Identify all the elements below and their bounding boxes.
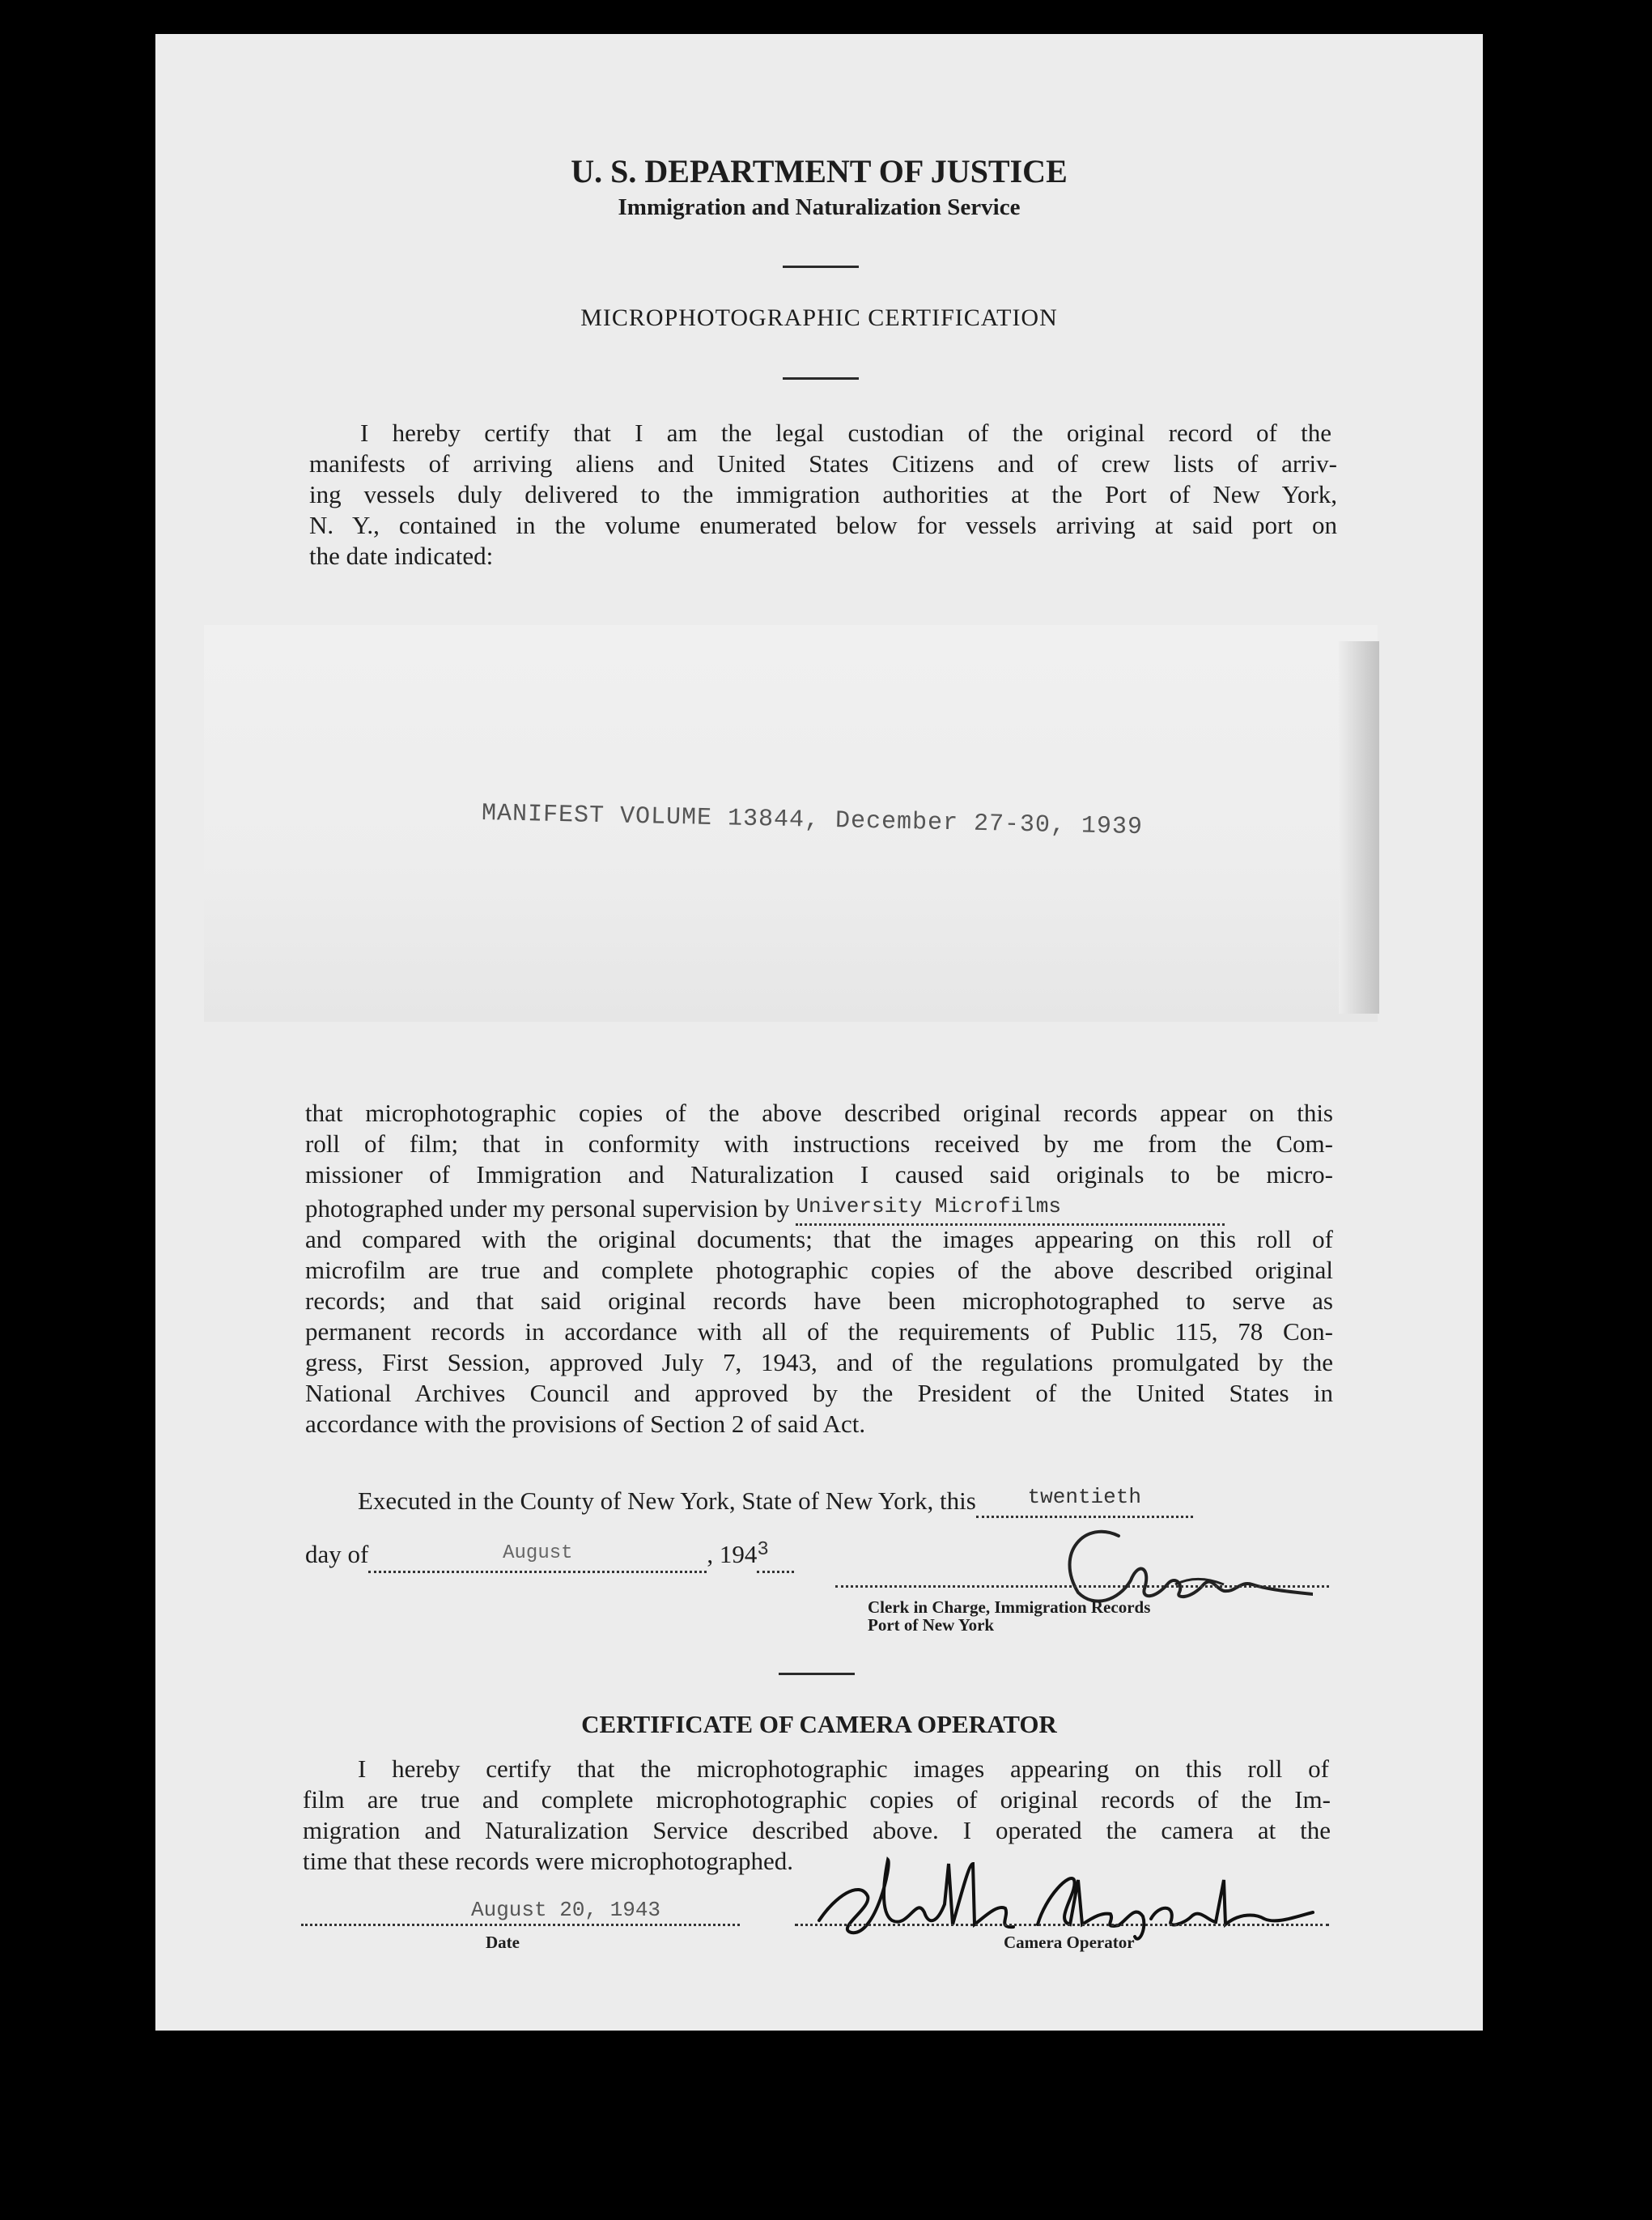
- volume-slip-text: MANIFEST VOLUME 13844, December 27-30, 1939: [481, 800, 1144, 842]
- divider-rule: [779, 1673, 855, 1675]
- department-heading: U. S. DEPARTMENT OF JUSTICE: [571, 153, 1068, 189]
- paragraph-line: I hereby certify that I am the legal custodian of the original record of the: [360, 419, 1331, 447]
- paragraph-line: I hereby certify that the microphotographic images appearing on this roll of: [358, 1754, 1329, 1783]
- clerk-caption-port: Port of New York: [868, 1615, 995, 1635]
- paragraph-line: National Archives Council and approved by the President of the United States in: [305, 1379, 1333, 1407]
- camera-operator-label: Camera Operator: [1004, 1933, 1135, 1952]
- divider-rule: [783, 377, 859, 380]
- paragraph-line: that microphotographic copies of the above described original records appear on this: [305, 1099, 1333, 1127]
- document-page: [155, 34, 1483, 2031]
- supervision-name-value: University Microfilms: [796, 1194, 1062, 1218]
- paragraph-line: missioner of Immigration and Naturalization I caused said originals to be micro-: [305, 1160, 1333, 1189]
- paragraph-line: gress, First Session, approved July 7, 1943, and of the regulations promulgated by the: [305, 1348, 1333, 1376]
- paragraph-line: roll of film; that in conformity with instructions received by me from the Com-: [305, 1129, 1333, 1158]
- day-of-label: day of: [305, 1540, 369, 1568]
- paragraph-line: film are true and complete microphotographic copies of original records of the Im-: [303, 1785, 1331, 1814]
- supervision-name-field: [796, 1194, 1225, 1226]
- supervision-prefix: photographed under my personal supervision by: [305, 1194, 790, 1223]
- year-field: [757, 1539, 794, 1573]
- slip-shadow: [1339, 641, 1379, 1014]
- paragraph-line: time that these records were microphotographed.: [303, 1847, 793, 1875]
- year-prefix: , 194: [707, 1540, 758, 1568]
- paragraph-line: microfilm are true and complete photographic copies of the above described original: [305, 1256, 1333, 1284]
- divider-rule: [783, 266, 859, 268]
- executed-prefix: Executed in the County of New York, State of New York, this: [358, 1486, 976, 1515]
- month-field: [368, 1542, 707, 1573]
- clerk-signature-line: [835, 1585, 1329, 1588]
- month-value: August: [503, 1542, 573, 1564]
- camera-date-value: August 20, 1943: [471, 1898, 661, 1922]
- paragraph-line: the date indicated:: [309, 542, 494, 570]
- paragraph-line: migration and Naturalization Service described above. I operated the camera at the: [303, 1816, 1331, 1844]
- paragraph-line: records; and that said original records have been microphotographed to serve as: [305, 1286, 1333, 1315]
- clerk-caption-title: Clerk in Charge, Immigration Records: [868, 1597, 1151, 1617]
- paragraph-line: and compared with the original documents; that the images appearing on this roll of: [305, 1225, 1333, 1253]
- paragraph-line: ing vessels duly delivered to the immigration authorities at the Port of New York,: [309, 480, 1337, 508]
- supervision-line: [305, 1193, 1333, 1226]
- day-value: twentieth: [1027, 1485, 1141, 1509]
- paragraph-line: accordance with the provisions of Section 2 of said Act.: [305, 1410, 866, 1438]
- paragraph-line: manifests of arriving aliens and United States Citizens and of crew lists of arriv-: [309, 449, 1337, 478]
- camera-date-line: [301, 1924, 740, 1926]
- camera-date-label: Date: [486, 1933, 520, 1952]
- day-of-line: [305, 1540, 794, 1573]
- certification-title: MICROPHOTOGRAPHIC CERTIFICATION: [580, 304, 1058, 331]
- camera-certificate-title: CERTIFICATE OF CAMERA OPERATOR: [581, 1710, 1057, 1738]
- paragraph-line: N. Y., contained in the volume enumerated below for vessels arriving at said port on: [309, 511, 1337, 539]
- camera-operator-line: [795, 1924, 1329, 1926]
- service-heading: Immigration and Naturalization Service: [618, 194, 1021, 220]
- year-value: 3: [757, 1539, 769, 1561]
- paragraph-line: permanent records in accordance with all of the requirements of Public 115, 78 Con-: [305, 1317, 1333, 1346]
